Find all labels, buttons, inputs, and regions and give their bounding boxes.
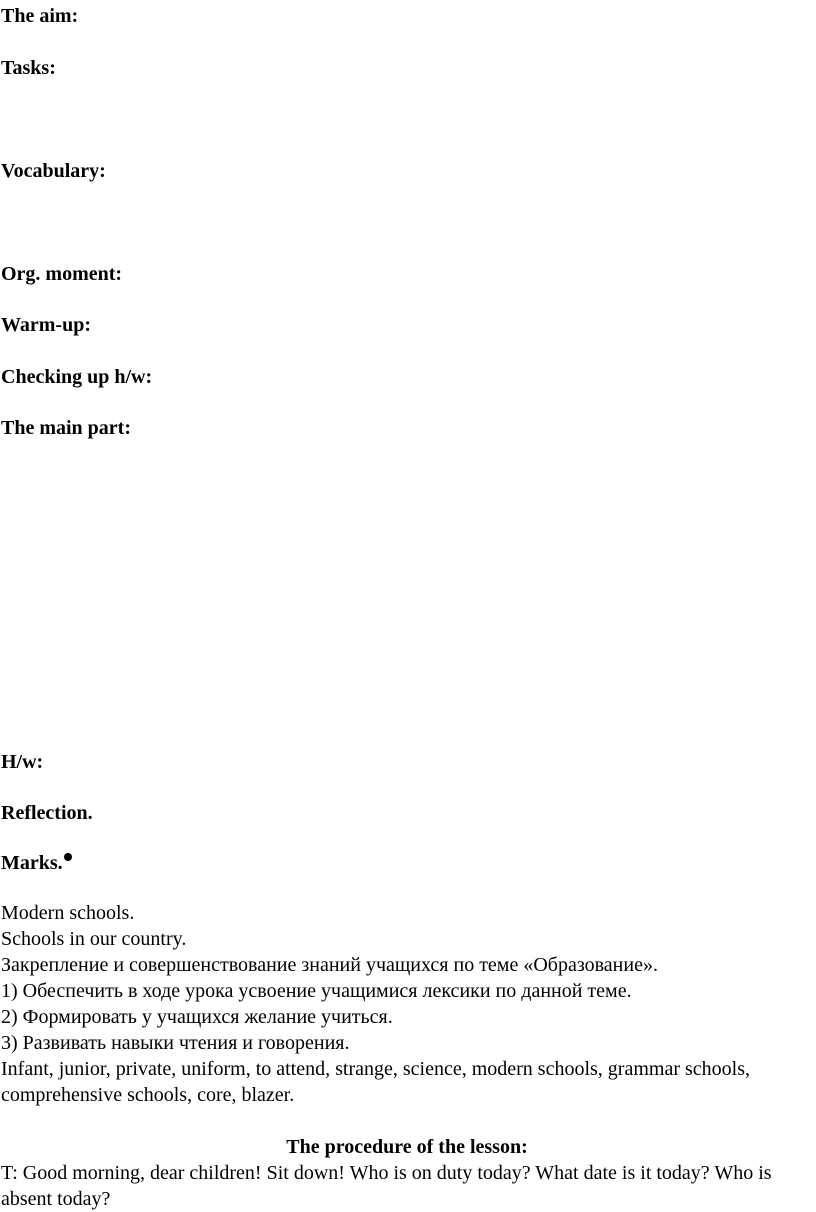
bullet-icon <box>64 853 72 861</box>
procedure-heading: The procedure of the lesson: <box>286 1136 528 1158</box>
aim-text: Закрепление и совершенствование знаний учащихся по теме «Образование». <box>1 954 658 976</box>
label-checking-up-hw: Checking up h/w: <box>1 366 153 388</box>
label-warm-up: Warm-up: <box>1 314 91 336</box>
lesson-topic: Modern schools. <box>1 902 135 924</box>
task-item-3: 3) Развивать навыки чтения и говорения. <box>1 1032 350 1054</box>
vocabulary-text: Infant, junior, private, uniform, to attend, strange, science, modern schools, grammar schools, comprehensive schools, core, blazer. <box>1 1058 750 1106</box>
label-hw: H/w: <box>1 751 44 773</box>
task-item-2: 2) Формировать у учащихся желание учиться. <box>1 1006 393 1028</box>
lesson-subtopic: Schools in our country. <box>1 928 187 950</box>
task-item-1: 1) Обеспечить в ходе урока усвоение учащимися лексики по данной теме. <box>1 980 632 1002</box>
label-tasks: Tasks: <box>1 57 56 79</box>
label-vocabulary: Vocabulary: <box>1 160 106 182</box>
label-the-aim: The aim: <box>1 5 79 27</box>
label-org-moment: Org. moment: <box>1 263 123 285</box>
label-marks: Marks. <box>1 852 63 874</box>
teacher-greeting: T: Good morning, dear children! Sit down! Who is on duty today? What date is it today? Who is absent today? <box>1 1162 772 1210</box>
marks-line <box>1 851 72 875</box>
label-reflection: Reflection. <box>1 802 93 824</box>
label-the-main-part: The main part: <box>1 417 131 439</box>
lesson-body <box>1 900 801 1212</box>
